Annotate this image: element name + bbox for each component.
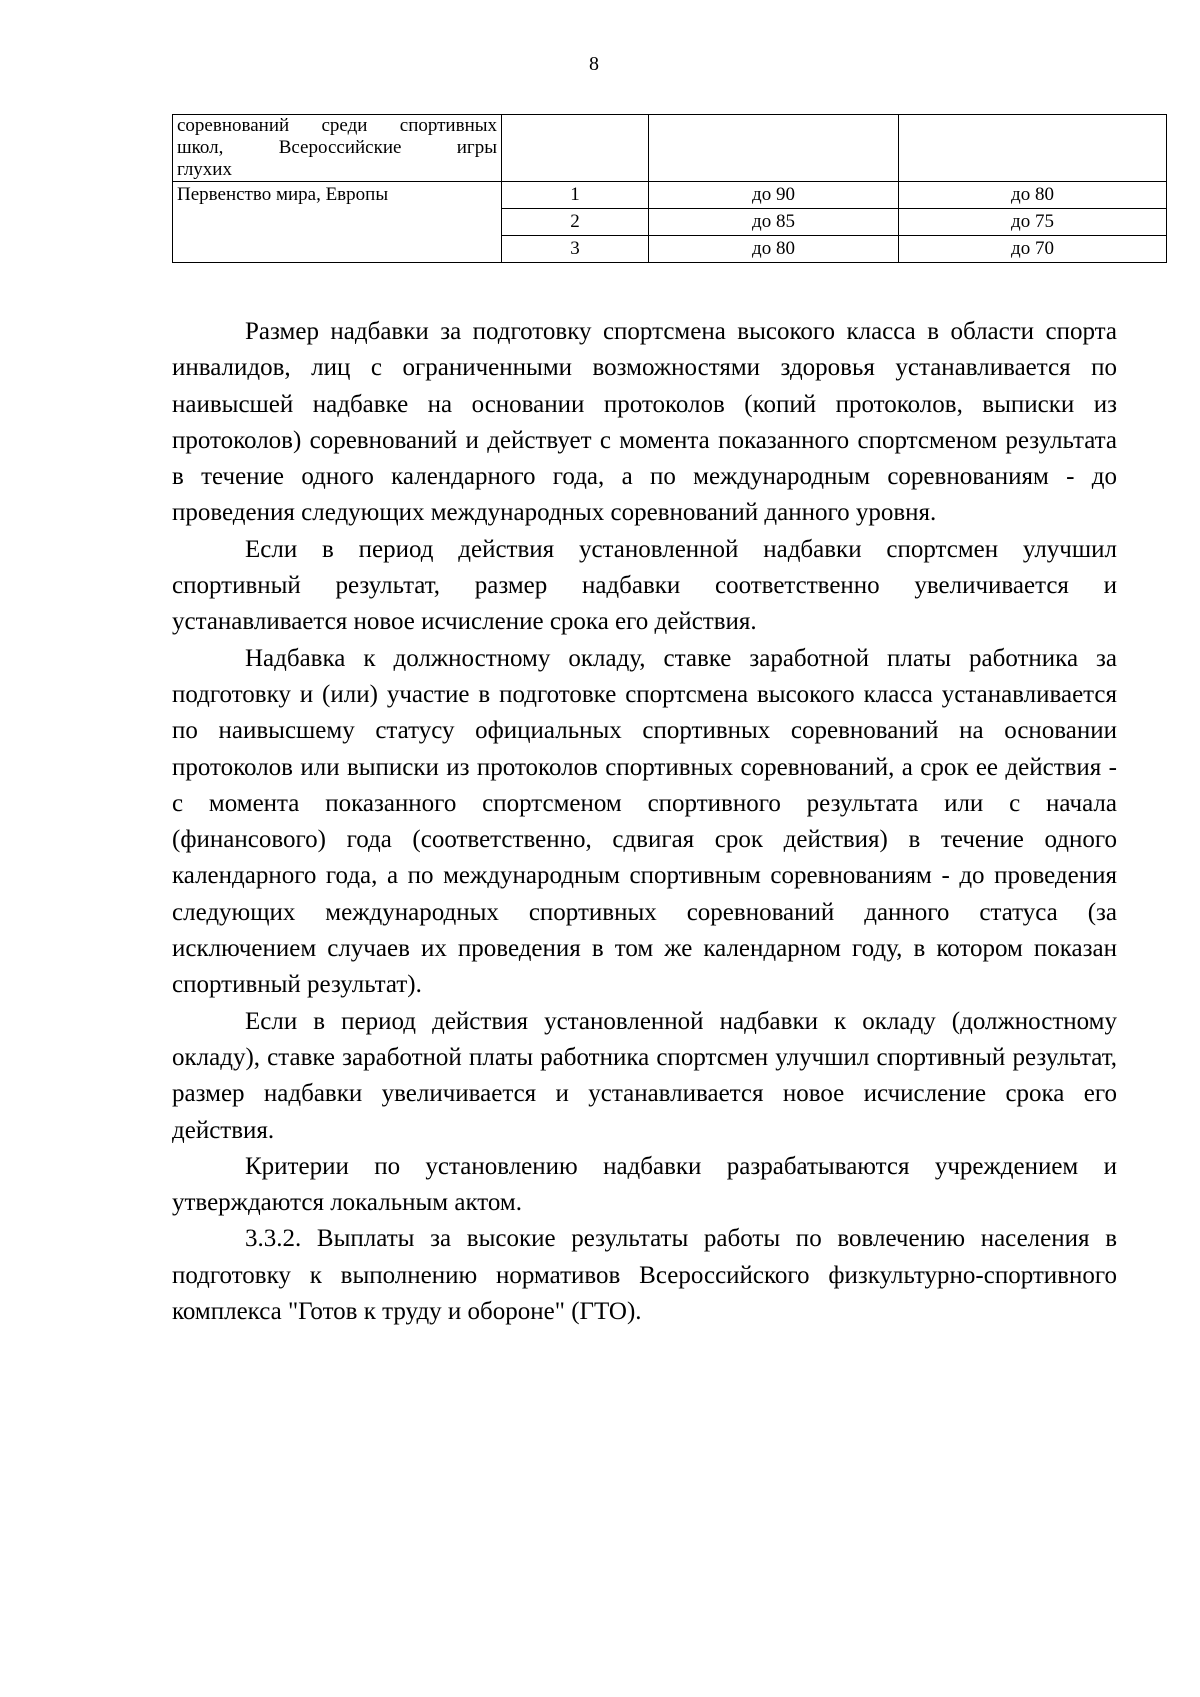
page-number: 8: [589, 53, 599, 75]
table-row-continuation: [173, 115, 1167, 182]
table-cell-value: до 85: [649, 209, 899, 236]
paragraph: Критерии по установлению надбавки разрабатываются учреждением и утверждаются локальным актом.: [172, 1152, 1117, 1217]
table-cell-place: 1: [502, 182, 649, 209]
cell-line: глухих: [177, 159, 232, 180]
paragraph: Если в период действия установленной надбавки спортсмен улучшил спортивный результат, размер надбавки соответственно увеличивается и устанавливается новое исчисление срока его действия.: [172, 535, 1117, 636]
table-cell-place: 3: [502, 236, 649, 263]
allowance-table: [172, 114, 1167, 263]
table-cell-place: 2: [502, 209, 649, 236]
table-cell-value: до 80: [899, 182, 1167, 209]
body-text: [172, 314, 1117, 1330]
table-cell-empty: [649, 115, 899, 182]
table-cell-empty: [502, 115, 649, 182]
table-cell-value: до 70: [899, 236, 1167, 263]
table-cell-competition: Первенство мира, Европы: [173, 182, 502, 263]
table-cell-value: до 80: [649, 236, 899, 263]
paragraph: Размер надбавки за подготовку спортсмена высокого класса в области спорта инвалидов, лиц с ограниченными возможностями здоровья устанавливается по наивысшей надбавке на основании протоколов (копий протоколов, выписки из протоколов) соревнований и действует с момента показанного спортсменом результата в течение одного календарного года, а по международным соревнованиям - до проведения следующих международных соревнований данного уровня.: [172, 318, 1117, 527]
table-cell-competition-continued: [173, 115, 502, 182]
paragraph: 3.3.2. Выплаты за высокие результаты работы по вовлечению населения в подготовку к выполнению нормативов Всероссийского физкультурно-спортивного комплекса "Готов к труду и обороне" (ГТО).: [172, 1225, 1117, 1326]
paragraph: Надбавка к должностному окладу, ставке заработной платы работника за подготовку и (или) участие в подготовке спортсмена высокого класса устанавливается по наивысшему статусу официальных спортивных соревнований на основании протоколов или выписки из протоколов спортивных соревнований, а срок ее действия - с момента показанного спортсменом спортивного результата или с начала (финансового) года (соответственно, сдвигая срок действия) в течение одного календарного года, а по международным спортивным соревнованиям - до проведения следующих международных спортивных соревнований данного статуса (за исключением случаев их проведения в том же календарном году, в котором показан спортивный результат).: [172, 644, 1117, 999]
table-cell-value: до 90: [649, 182, 899, 209]
table-cell-value: до 75: [899, 209, 1167, 236]
table-row: [173, 182, 1167, 209]
paragraph: Если в период действия установленной надбавки к окладу (должностному окладу), ставке заработной платы работника спортсмен улучшил спортивный результат, размер надбавки увеличивается и устанавливается новое исчисление срока его действия.: [172, 1007, 1117, 1144]
cell-line: соревнований среди спортивных: [177, 115, 497, 136]
cell-line: школ, Всероссийские игры: [177, 137, 497, 158]
table-cell-empty: [899, 115, 1167, 182]
